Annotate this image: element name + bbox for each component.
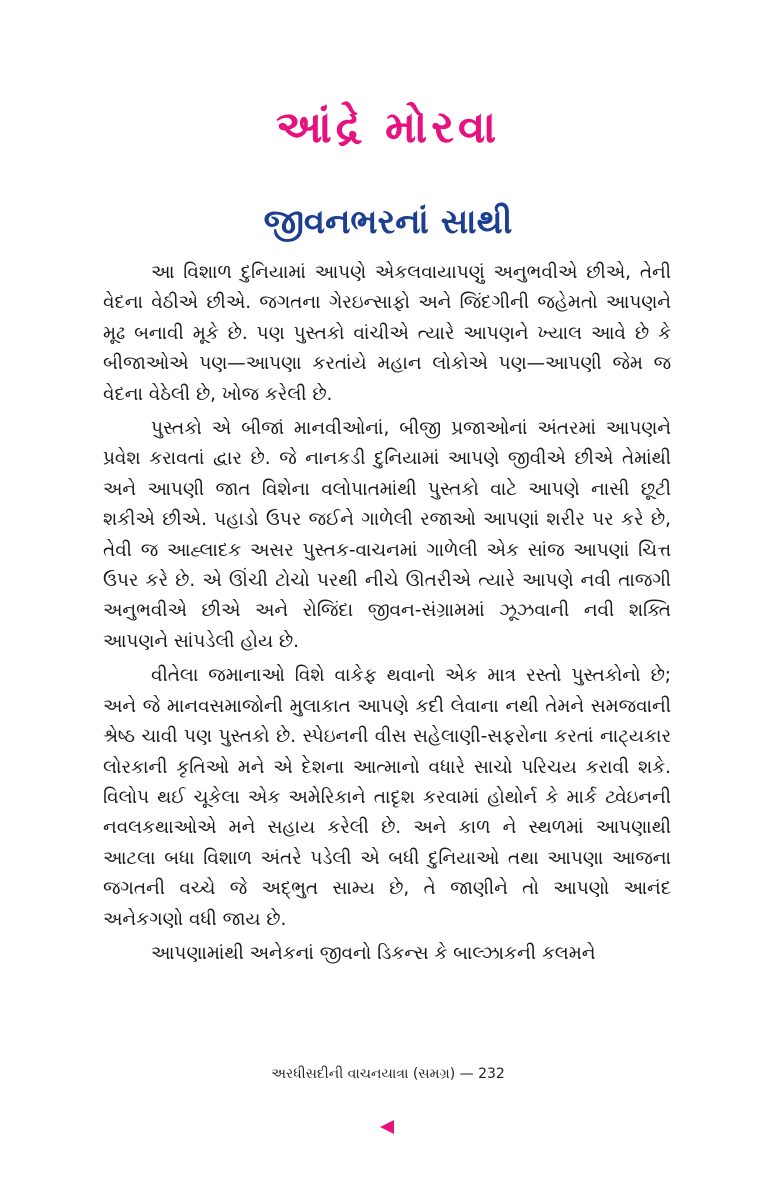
- chapter-title: જીવનભરનાં સાથી: [263, 202, 513, 242]
- body-text: [103, 258, 671, 969]
- paragraph-3: વીતેલા જમાનાઓ વિશે વાકેફ થવાનો એક માત્ર રસ્તો પુસ્તકોનો છે; અને જે માનવસમાજોની મુલાકાત આપણે કદી લેવાના નથી તેમને સમજવાની શ્રેષ્ઠ ચાવી પણ પુસ્તકો છે. સ્પેઇનની વીસ સહેલાણી-સફરોના કરતાં નાટ્યકાર લોરકાની કૃતિઓ મને એ દેશના આત્માનો વધારે સાચો પરિચય કરાવી શકે. વિલોપ થઈ ચૂકેલા એક અમેરિકાને તાદૃશ કરવામાં હોથોર્ન કે માર્ક ટ્વેઇનની નવલકથાઓએ મને સહાય કરેલી છે. અને કાળ ને સ્થળમાં આપણાથી આટલા બધા વિશાળ અંતરે પડેલી એ બધી દુનિયાઓ તથા આપણા આજના જગતની વચ્ચે જે અદ્ભુત સામ્ય છે, તે જાણીને તો આપણો આનંદ અનેકગણો વધી જાય છે.: [103, 665, 671, 930]
- paragraph-4: આપણામાંથી અનેકનાં જીવનો ડિકન્સ કે બાલ્ઝાકની કલમને: [151, 942, 596, 964]
- page-footer: અરધીસદીની વાચનયાત્રા (સમગ્ર) — 232: [271, 1066, 505, 1082]
- previous-page-icon[interactable]: [380, 1120, 394, 1134]
- paragraph-2: પુસ્તકો એ બીજાં માનવીઓનાં, બીજી પ્રજાઓનાં અંતરમાં આપણને પ્રવેશ કરાવતાં દ્વાર છે. જે નાનકડી દુનિયામાં આપણે જીવીએ છીએ તેમાંથી અને આપણી જાત વિશેના વલોપાતમાંથી પુસ્તકો વાટે આપણે નાસી છૂટી શકીએ છીએ. પહાડો ઉપર જઈને ગાળેલી રજાઓ આપણાં શરીર પર કરે છે, તેવી જ આહ્લાદક અસર પુસ્તક-વાચનમાં ગાળેલી એક સાંજ આપણાં ચિત્ત ઉપર કરે છે. એ ઊંચી ટોચો પરથી નીચે ઊતરીએ ત્યારે આપણે નવી તાજગી અનુભવીએ છીએ અને રોજિંદા જીવન-સંગ્રામમાં ઝૂઝવાની નવી શક્તિ આપણને સાંપડેલી હોય છે.: [103, 418, 671, 652]
- paragraph-1: આ વિશાળ દુનિયામાં આપણે એકલવાયાપણું અનુભવીએ છીએ, તેની વેદના વેઠીએ છીએ. જગતના ગેરઇન્સાફો અને જિંદગીની જહેમતો આપણને મૂઢ બનાવી મૂકે છે. પણ પુસ્તકો વાંચીએ ત્યારે આપણને ખ્યાલ આવે છે કે બીજાઓએ પણ—આપણા કરતાંયે મહાન લોકોએ પણ—આપણી જેમ જ વેદના વેઠેલી છે, ખોજ કરેલી છે.: [103, 262, 671, 405]
- author-name: આંદ્રે મોરવા: [275, 102, 501, 153]
